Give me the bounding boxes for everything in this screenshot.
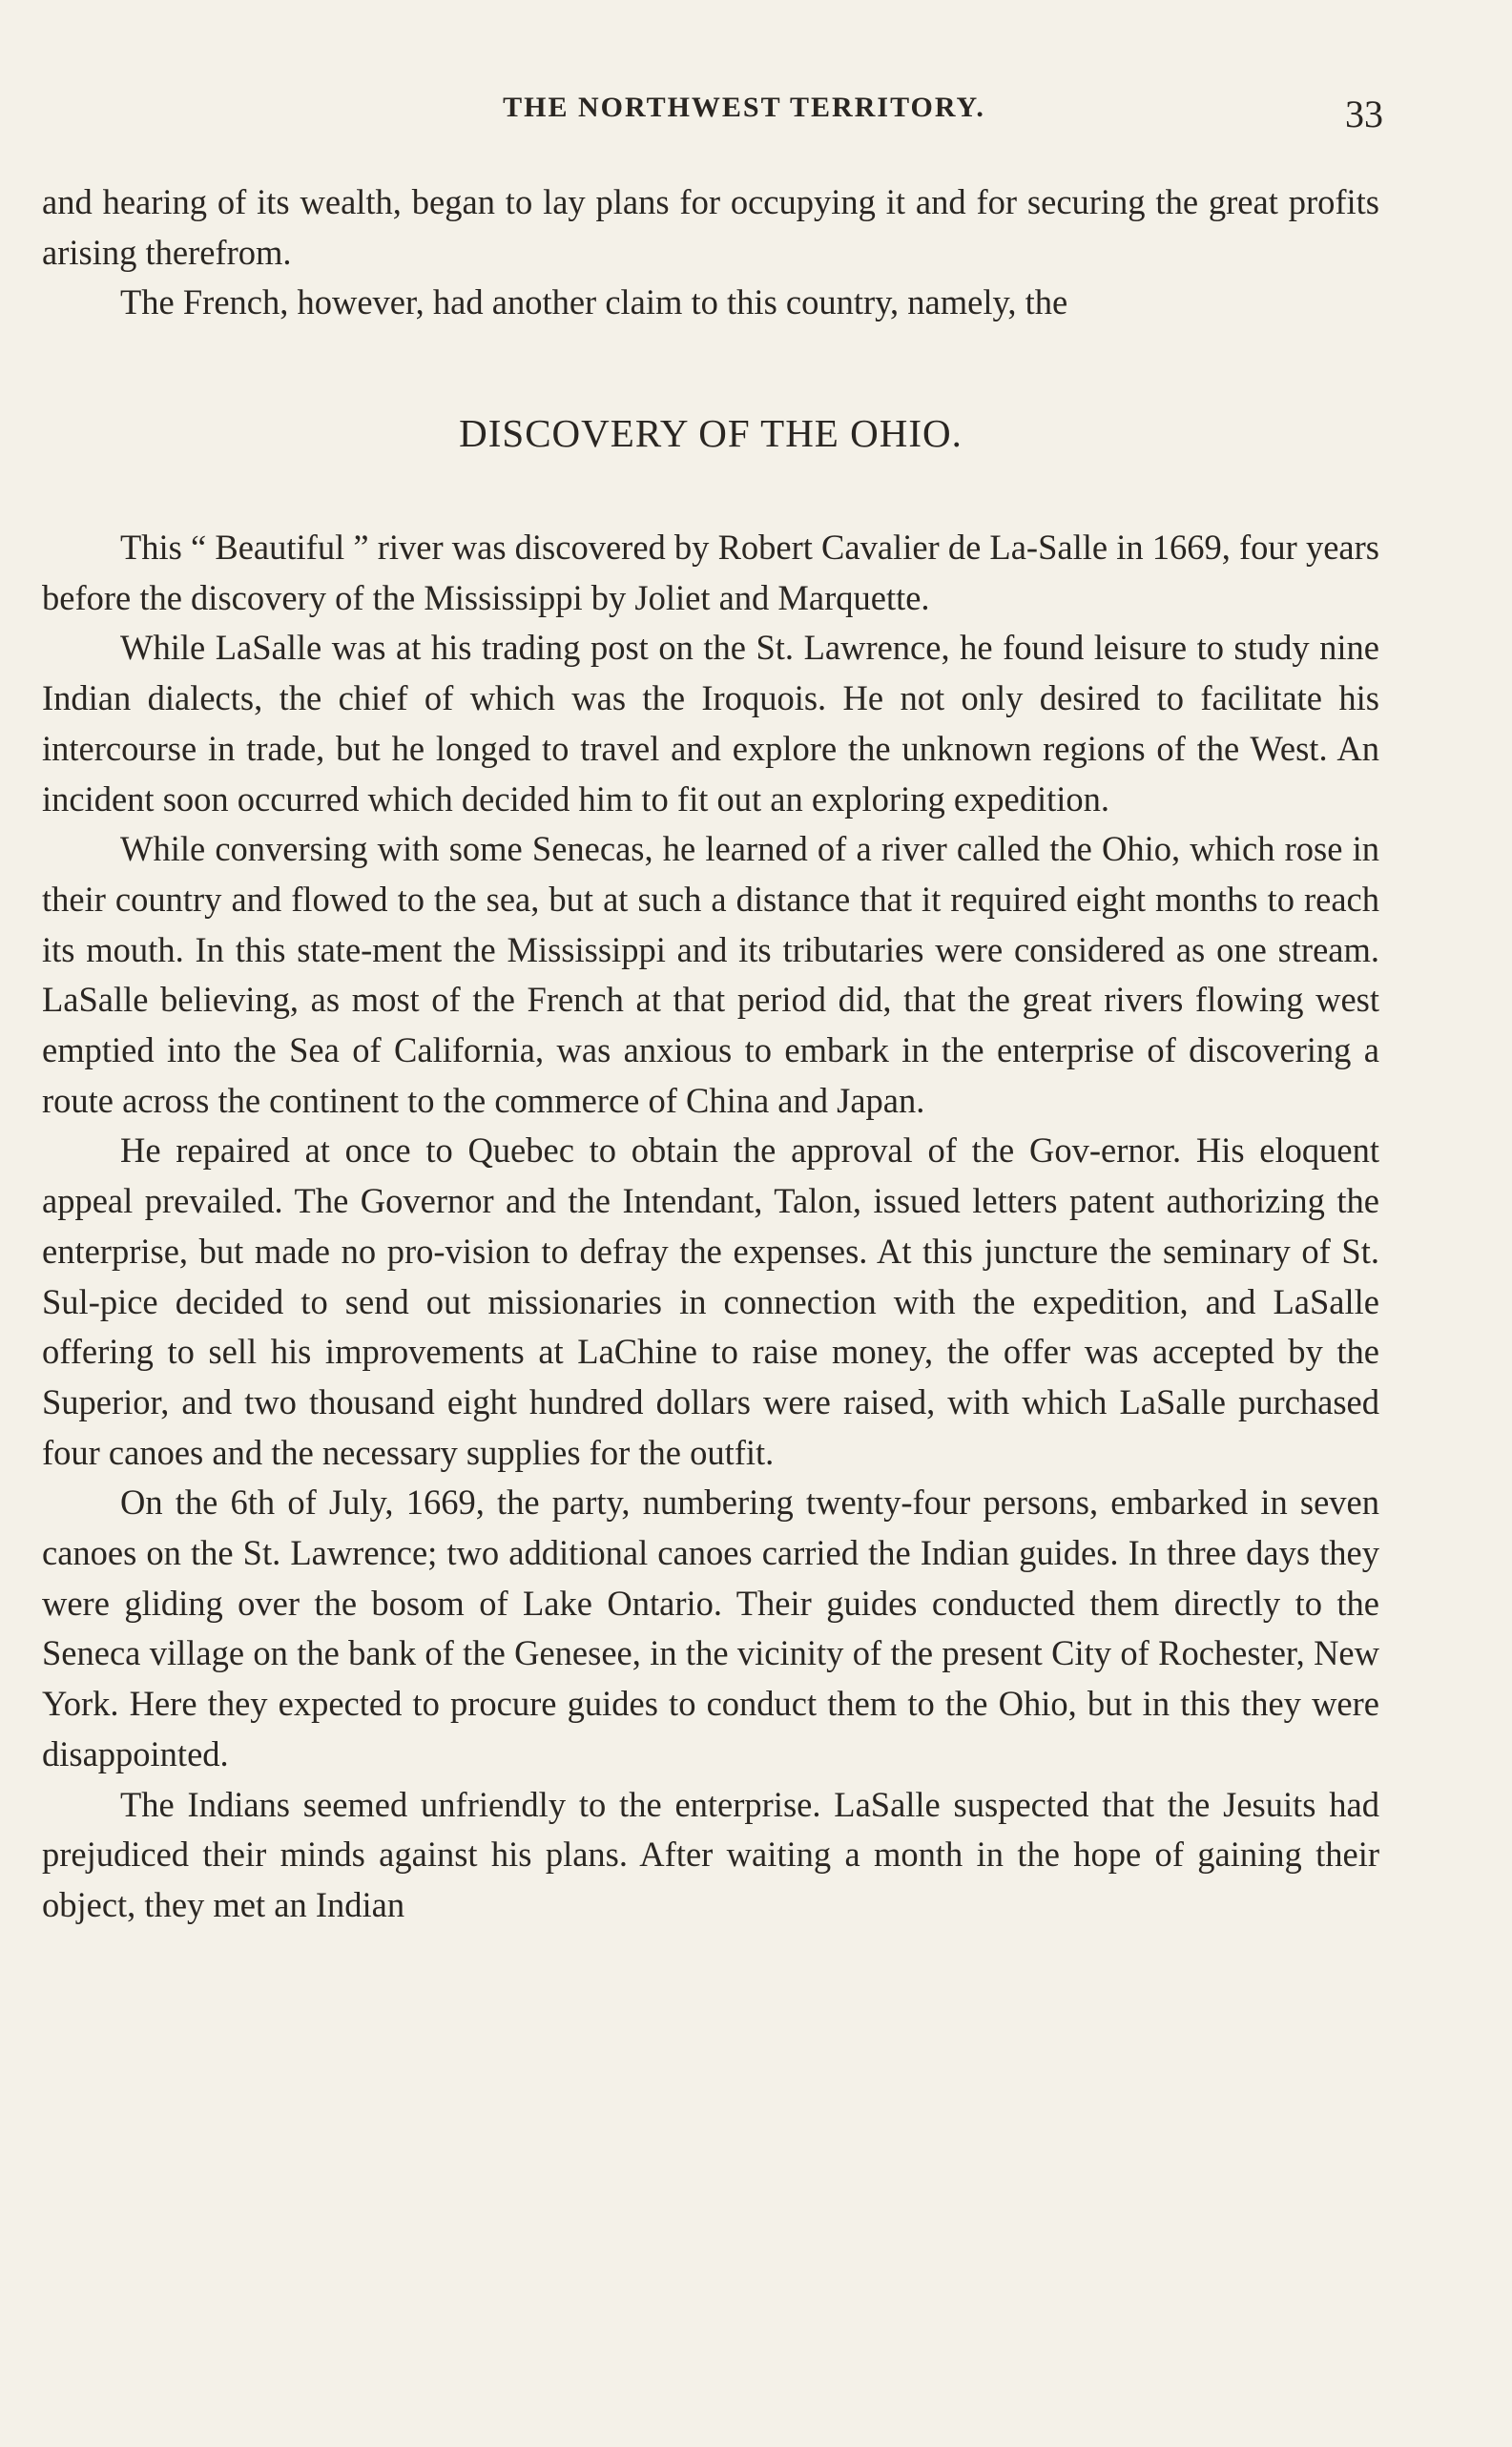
section-paragraph-4: He repaired at once to Quebec to obtain the approval of the Gov-ernor. His eloquent appeal prevailed. The Governor and the Intendant, Talon, issued letters patent authorizing the enterprise, but made no pro-vision to defray the expenses. At this juncture the seminary of St. Sul-pice decided to send out missionaries in connection with the expedition, and LaSalle offering to sell his improvements at LaChine to raise money, the offer was accepted by the Superior, and two thousand eight hundred dollars were raised, with which LaSalle purchased four canoes and the necessary supplies for the outfit.	[42, 1130, 1379, 1472]
section-paragraph-3: While conversing with some Senecas, he learned of a river called the Ohio, which rose in their country and flowed to the sea, but at such a distance that it required eight months to reach its mouth. In this state-ment the Mississippi and its tributaries were considered as one stream. LaSalle believing, as most of the French at that period did, that the great rivers flowing west emptied into the Sea of California, was anxious to embark in the enterprise of discovering a route across the continent to the commerce of China and Japan.	[42, 829, 1379, 1120]
section-text-block	[42, 523, 1379, 1931]
section-paragraph-1: This “ Beautiful ” river was discovered by Robert Cavalier de La-Salle in 1669, four years before the discovery of the Mississippi by Joliet and Marquette.	[42, 528, 1379, 617]
section-paragraph-2: While LaSalle was at his trading post on the St. Lawrence, he found leisure to study nine Indian dialects, the chief of which was the Iroquois. He not only desired to facilitate his intercourse in trade, but he longed to travel and explore the unknown regions of the West. An incident soon occurred which decided him to fit out an exploring expedition.	[42, 628, 1379, 819]
intro-paragraph-1: and hearing of its wealth, began to lay plans for occupying it and for securing the great profits arising therefrom.	[42, 182, 1379, 272]
intro-text-block	[42, 177, 1379, 328]
section-heading: DISCOVERY OF THE OHIO.	[459, 411, 963, 455]
section-paragraph-6: The Indians seemed unfriendly to the enterprise. LaSalle suspected that the Jesuits had prejudiced their minds against his plans. After waiting a month in the hope of gaining their object, they met an Indian	[42, 1784, 1379, 1924]
page-number: 33	[1345, 93, 1383, 135]
intro-paragraph-2: The French, however, had another claim to this country, namely, the	[120, 282, 1068, 322]
section-paragraph-5: On the 6th of July, 1669, the party, numbering twenty-four persons, embarked in seven canoes on the St. Lawrence; two additional canoes carried the Indian guides. In three days they were gliding over the bosom of Lake Ontario. Their guides conducted them directly to the Seneca village on the bank of the Genesee, in the vicinity of the present City of Rochester, New York. Here they expected to procure guides to conduct them to the Ohio, but in this they were disappointed.	[42, 1483, 1379, 1773]
running-head-title: THE NORTHWEST TERRITORY.	[503, 92, 985, 123]
